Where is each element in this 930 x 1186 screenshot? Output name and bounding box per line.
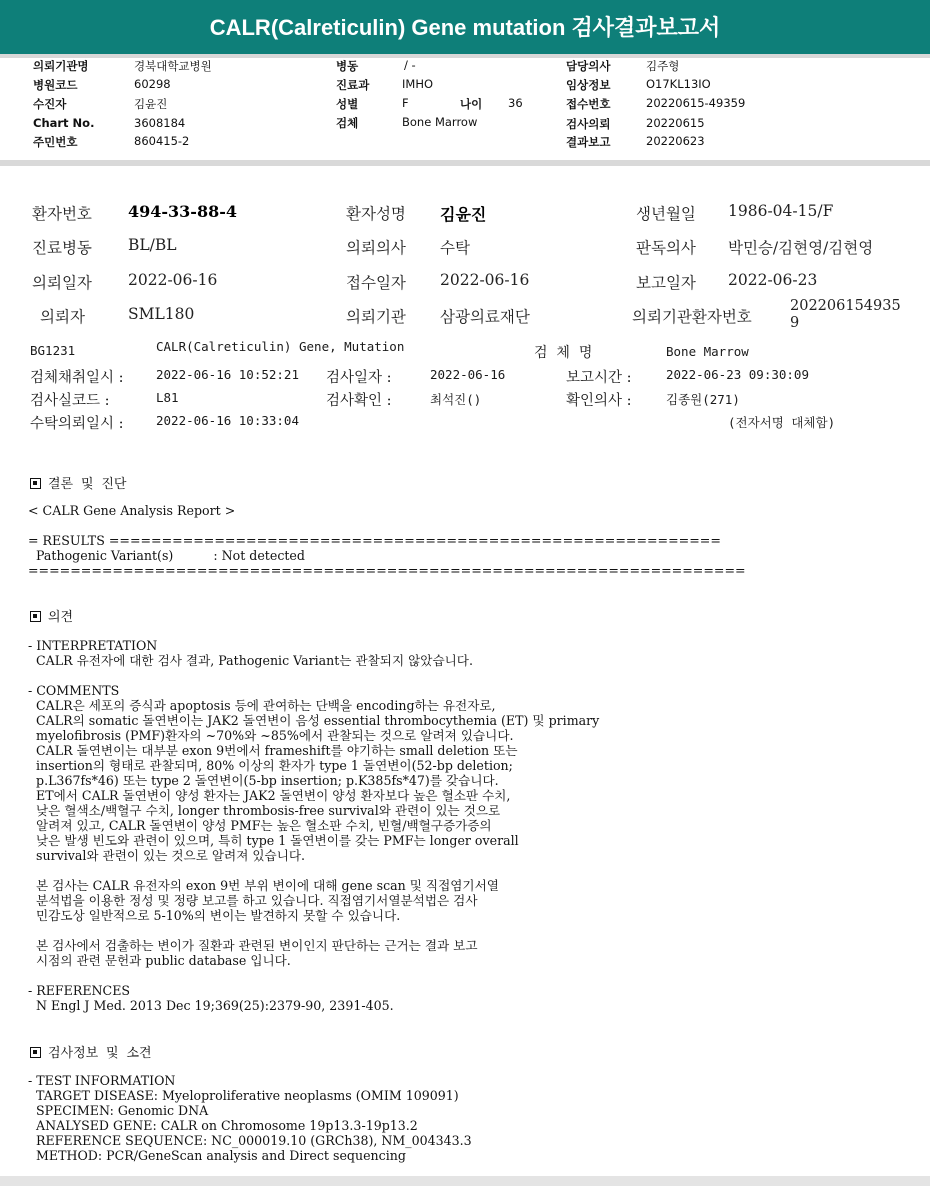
test-name: CALR(Calreticulin) Gene, Mutation [156, 339, 405, 354]
header-value: 860415-2 [134, 134, 190, 148]
requesting-org-label: 의뢰기관 [346, 308, 406, 326]
requesting-org-value: 삼광의료재단 [440, 308, 530, 326]
confirm-doctor-value: 김종원(271) [666, 392, 740, 407]
header-label: 병원코드 [33, 78, 78, 92]
report-time-label: 보고시간 : [566, 370, 632, 386]
request-time-label: 수탁의뢰일시 : [30, 416, 124, 432]
confirm-label: 검사확인 : [326, 393, 392, 409]
patient-name-value: 김윤진 [440, 205, 487, 224]
header-label: 임상정보 [566, 78, 611, 92]
header-value: 60298 [134, 77, 171, 91]
header-label: 진료과 [336, 78, 370, 92]
header-value: IMHO [402, 77, 434, 91]
report-title: CALR(Calreticulin) Gene mutation 검사결과보고서 [0, 0, 930, 58]
header-label: 접수번호 [566, 97, 611, 111]
request-date-label: 의뢰일자 [32, 274, 92, 292]
section-testinfo-heading [30, 1042, 152, 1061]
reading-doctor-value: 박민승/김현영/김현영 [728, 239, 874, 257]
collect-value: 2022-06-16 10:52:21 [156, 367, 299, 382]
section-title: 의견 [48, 610, 74, 625]
header-label: 결과보고 [566, 135, 611, 149]
header-label: 검사의뢰 [566, 117, 611, 131]
header-label: 의뢰기관명 [33, 59, 89, 73]
birthdate-value: 1986-04-15/F [728, 202, 834, 220]
requesting-doctor-label: 의뢰의사 [346, 239, 406, 257]
header-value: 김주형 [646, 59, 680, 73]
request-date-value: 2022-06-16 [128, 271, 218, 289]
header-label: 검체 [336, 116, 359, 130]
header-label: 성별 [336, 97, 359, 111]
header-value: 20220623 [646, 134, 705, 148]
test-date-value: 2022-06-16 [430, 367, 506, 382]
receipt-date-label: 접수일자 [346, 274, 406, 292]
request-time-value: 2022-06-16 10:33:04 [156, 413, 299, 428]
section-divider [0, 160, 930, 166]
header-value: 김윤진 [134, 97, 168, 111]
report-time-value: 2022-06-23 09:30:09 [666, 367, 809, 382]
test-date-label: 검사일자 : [326, 370, 392, 386]
header-value: 경북대학교병원 [134, 59, 212, 73]
org-patient-no-value: 202206154935 [790, 298, 901, 314]
specimen-label: 검 체 명 [534, 345, 593, 361]
report-date-value: 2022-06-23 [728, 271, 818, 289]
header-value: 20220615-49359 [646, 96, 746, 110]
requester-value: SML180 [128, 305, 195, 323]
opinion-body: - INTERPRETATION CALR 유전자에 대한 검사 결과, Pathogenic Variant는 관찰되지 않았습니다. - COMMENTS CALR은 세포의 증식과 apoptosis 등에 관여하는 단백을 encoding하는 유전자로, CALR의 somatic 돌연변이는 JAK2 돌연변이 음성 essential thrombocythemia (ET) 및 primary myelofibrosis (PMF)환자의 ~70%와 ~85%에서 관찰되는 것으로 알려져 있습니다. CALR 돌연변이는 대부분 exon 9번에서 frameshift를 야기하는 small deletion 또는 insertion의 형태로 관찰되며, 80% 이상의 환자가 type 1 돌연변이(52-bp deletion; p.L367fs*46) 또는 type 2 돌연변이(5-bp insertion; p.K385fs*47)를 갖습니다. ET에서 CALR 돌연변이 양성 환자는 JAK2 돌연변이 양성 환자보다 높은 혈소판 수치, 낮은 혈색소/백혈구 수치, longer thrombosis-free survival와 관련이 있는 것으로 알려져 있고, CALR 돌연변이 양성 PMF는 높은 혈소판 수치, 빈혈/백혈구증가증의 낮은 발생 빈도와 관련이 있으며, 특히 type 1 돌연변이를 갖는 PMF는 longer overall survival와 관련이 있는 것으로 알려져 있습니다. 본 검사는 CALR 유전자의 exon 9번 부위 변이에 대해 gene scan 및 직접염기서열 분석법을 이용한 정성 및 정량 보고를 하고 있습니다. 직접염기서열분석법은 검사 민감도상 일반적으로 5-10%의 변이는 발견하지 못할 수 있습니다. 본 검사에서 검출하는 변이가 질환과 관련된 변이인지 판단하는 근거는 결과 보고 시점의 관련 문헌과 public database 입니다. - REFERENCES N Engl J Med. 2013 Dec 19;369(25):2379-90, 2391-405. [28, 638, 600, 1013]
header-label: 수진자 [33, 97, 67, 111]
header-info [0, 58, 930, 153]
header-value: / - [404, 58, 416, 72]
age-value: 36 [508, 96, 523, 110]
org-patient-no-label: 의뢰기관환자번호 [632, 308, 752, 326]
patient-id-value: 494-33-88-4 [128, 202, 237, 221]
specimen-value: Bone Marrow [666, 344, 749, 359]
header-value: Bone Marrow [402, 115, 478, 129]
square-bullet-icon [30, 611, 41, 622]
header-value: O17KL13IO [646, 77, 711, 91]
confirm-doctor-label: 확인의사 : [566, 393, 632, 409]
page-bottom-edge [0, 1176, 930, 1186]
ward-value: BL/BL [128, 236, 177, 254]
requesting-doctor-value: 수탁 [440, 239, 470, 257]
report-date-label: 보고일자 [636, 274, 696, 292]
section-title: 결론 및 진단 [48, 477, 127, 492]
org-patient-no-value-cont: 9 [790, 315, 800, 331]
square-bullet-icon [30, 478, 41, 489]
lab-code-value: L81 [156, 390, 179, 405]
receipt-date-value: 2022-06-16 [440, 271, 530, 289]
collect-label: 검체채취일시 : [30, 370, 124, 386]
lab-code-label: 검사실코드 : [30, 393, 110, 409]
testinfo-body: - TEST INFORMATION TARGET DISEASE: Myeloproliferative neoplasms (OMIM 109091) SPECIMEN: Genomic DNA ANALYSED GENE: CALR on Chromosome 19p13.3-19p13.2 REFERENCE SEQUENCE: NC_000019.10 (GRCh38), NM_004343.3 METHOD: PCR/GeneScan analysis and Direct sequencing [28, 1073, 472, 1163]
confirm-value: 최석진() [430, 392, 482, 407]
ward-label: 진료병동 [32, 239, 92, 257]
patient-name-label: 환자성명 [346, 205, 406, 223]
header-label: 병동 [336, 59, 359, 73]
header-value: F [402, 96, 409, 110]
section-conclusion-heading [30, 473, 126, 492]
header-label: 주민번호 [33, 135, 78, 149]
reading-doctor-label: 판독의사 [636, 239, 696, 257]
age-label: 나이 [460, 97, 483, 111]
header-value: 3608184 [134, 116, 186, 130]
header-label: 담당의사 [566, 59, 611, 73]
square-bullet-icon [30, 1047, 41, 1058]
patient-id-label: 환자번호 [32, 205, 92, 223]
section-opinion-heading [30, 606, 73, 625]
requester-label: 의뢰자 [40, 308, 85, 326]
birthdate-label: 생년월일 [636, 205, 696, 223]
header-label: Chart No. [33, 116, 95, 130]
test-code: BG1231 [30, 343, 76, 358]
section-title: 검사정보 및 소견 [48, 1046, 152, 1061]
conclusion-body: < CALR Gene Analysis Report > = RESULTS ========================================================== Pathogenic Variant(s) : Not detected ==================================================================== [28, 503, 746, 578]
esign-note: (전자서명 대체함) [728, 415, 836, 430]
header-value: 20220615 [646, 116, 705, 130]
